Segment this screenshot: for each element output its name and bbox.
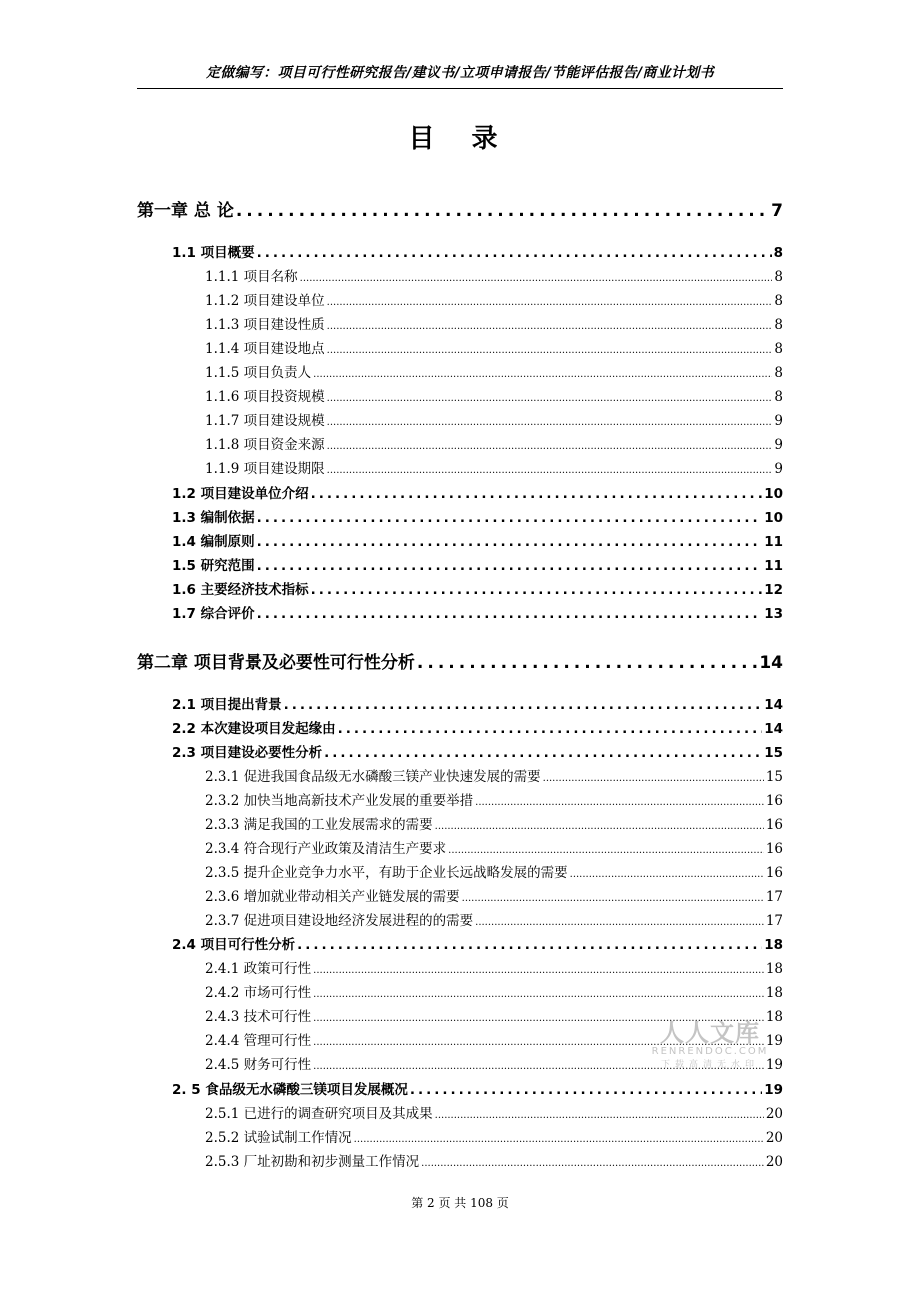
- toc-entry-section[interactable]: [172, 1078, 783, 1098]
- toc-entry-sub[interactable]: [205, 981, 783, 1001]
- toc-leader-dots: [462, 893, 764, 904]
- toc-entry-page: 8: [774, 293, 783, 309]
- toc-entry-page: 16: [765, 793, 783, 809]
- toc-entry-sub[interactable]: [205, 1150, 783, 1170]
- toc-entry-page: 19: [764, 1082, 783, 1098]
- toc-leader-dots: [257, 558, 763, 574]
- toc-entry-label: 1.1.6 项目投资规模: [205, 389, 325, 405]
- toc-entry-label: 2.1 项目提出背景: [172, 697, 282, 713]
- toc-entry-sub[interactable]: [205, 409, 783, 429]
- toc-leader-dots: [300, 273, 773, 284]
- toc-entry-label: 2.3.6 增加就业带动相关产业链发展的需要: [205, 889, 460, 905]
- toc-entry-sub[interactable]: [205, 957, 783, 977]
- toc-leader-dots: [236, 201, 769, 221]
- toc-leader-dots: [475, 797, 764, 808]
- watermark-logo: 人人文库: [660, 1019, 760, 1047]
- toc-entry-label: 1.1.4 项目建设地点: [205, 341, 325, 357]
- toc-leader-dots: [435, 821, 764, 832]
- toc-leader-dots: [417, 653, 757, 673]
- toc-entry-label: 2.4.5 财务可行性: [205, 1057, 312, 1073]
- toc-entry-sub[interactable]: [205, 289, 783, 309]
- toc-entry-sub[interactable]: [205, 909, 783, 929]
- toc-leader-dots: [475, 917, 764, 928]
- toc-entry-label: 1.1.7 项目建设规模: [205, 413, 325, 429]
- toc-entry-sub[interactable]: [205, 765, 783, 785]
- toc-entry-page: 15: [764, 745, 783, 761]
- toc-entry-sub[interactable]: [205, 837, 783, 857]
- toc-entry-page: 8: [774, 317, 783, 333]
- toc-entry-sub[interactable]: [205, 813, 783, 833]
- toc-entry-label: 1.5 研究范围: [172, 558, 255, 574]
- toc-leader-dots: [311, 582, 763, 598]
- toc-leader-dots: [311, 486, 763, 502]
- toc-leader-dots: [313, 369, 772, 380]
- toc-entry-sub[interactable]: [205, 265, 783, 285]
- toc-entry-label: 2.3 项目建设必要性分析: [172, 745, 323, 761]
- toc-entry-sub[interactable]: [205, 361, 783, 381]
- toc-leader-dots: [338, 721, 763, 737]
- toc-entry-section[interactable]: [172, 578, 783, 598]
- toc-entry-page: 10: [764, 486, 783, 502]
- toc-entry-label: 2.4.2 市场可行性: [205, 985, 312, 1001]
- toc-leader-dots: [327, 465, 773, 476]
- toc-entry-page: 16: [765, 841, 783, 857]
- toc-leader-dots: [327, 417, 773, 428]
- toc-entry-page: 9: [774, 461, 783, 477]
- toc-entry-label: 第二章 项目背景及必要性可行性分析: [137, 653, 415, 673]
- toc-entry-label: 2.5.3 厂址初勘和初步测量工作情况: [205, 1154, 420, 1170]
- toc-entry-page: 18: [765, 1009, 783, 1025]
- toc-entry-page: 18: [765, 961, 783, 977]
- toc-entry-label: 1.6 主要经济技术指标: [172, 582, 309, 598]
- toc-entry-page: 18: [764, 937, 783, 953]
- toc-entry-section[interactable]: [172, 241, 783, 261]
- toc-entry-section[interactable]: [172, 693, 783, 713]
- toc-entry-label: 1.1.5 项目负责人: [205, 365, 312, 381]
- toc-entry-label: 2.4.4 管理可行性: [205, 1033, 312, 1049]
- toc-leader-dots: [435, 1110, 764, 1121]
- toc-entry-label: 2.3.1 促进我国食品级无水磷酸三镁产业快速发展的需要: [205, 769, 541, 785]
- toc-entry-page: 19: [765, 1057, 783, 1073]
- toc-entry-sub[interactable]: [205, 433, 783, 453]
- watermark-url: RENRENDOC.COM: [651, 1046, 769, 1057]
- toc-entry-section[interactable]: [172, 482, 783, 502]
- toc-entry-page: 16: [765, 817, 783, 833]
- toc-entry-label: 1.1.2 项目建设单位: [205, 293, 325, 309]
- toc-entry-page: 19: [765, 1033, 783, 1049]
- toc-entry-sub[interactable]: [205, 385, 783, 405]
- toc-leader-dots: [257, 534, 763, 550]
- toc-entry-section[interactable]: [172, 933, 783, 953]
- toc-entry-label: 1.1.8 项目资金来源: [205, 437, 325, 453]
- toc-entry-page: 20: [765, 1130, 783, 1146]
- toc-entry-page: 9: [774, 413, 783, 429]
- toc-entry-sub[interactable]: [205, 337, 783, 357]
- toc-leader-dots: [327, 441, 773, 452]
- toc-entry-page: 17: [765, 913, 783, 929]
- toc-entry-page: 8: [774, 365, 783, 381]
- toc-entry-label: 1.1.9 项目建设期限: [205, 461, 325, 477]
- toc-entry-section[interactable]: [172, 602, 783, 622]
- toc-entry-page: 8: [774, 269, 783, 285]
- toc-entry-page: 18: [765, 985, 783, 1001]
- toc-leader-dots: [324, 745, 762, 761]
- toc-entry-section[interactable]: [172, 506, 783, 526]
- toc-entry-page: 14: [759, 653, 783, 673]
- toc-leader-dots: [327, 321, 773, 332]
- toc-entry-page: 10: [764, 510, 783, 526]
- toc-leader-dots: [327, 297, 773, 308]
- toc-entry-page: 8: [774, 389, 783, 405]
- toc-entry-section[interactable]: [172, 530, 783, 550]
- toc-leader-dots: [313, 965, 764, 976]
- toc-leader-dots: [570, 869, 764, 880]
- toc-entry-label: 1.3 编制依据: [172, 510, 255, 526]
- toc-entry-page: 9: [774, 437, 783, 453]
- toc-leader-dots: [410, 1082, 762, 1098]
- page-footer: 第 2 页 共 108 页: [411, 1196, 509, 1210]
- toc-leader-dots: [543, 773, 764, 784]
- toc-entry-sub[interactable]: [205, 1126, 783, 1146]
- toc-entry-page: 13: [764, 606, 783, 622]
- toc-leader-dots: [257, 606, 763, 622]
- toc-entry-page: 14: [764, 697, 783, 713]
- toc-entry-label: 2.3.2 加快当地高新技术产业发展的重要举措: [205, 793, 474, 809]
- toc-leader-dots: [297, 937, 762, 953]
- toc-leader-dots: [327, 345, 773, 356]
- toc-entry-sub[interactable]: [205, 861, 783, 881]
- toc-entry-label: 1.7 综合评价: [172, 606, 255, 622]
- toc-entry-label: 2.2 本次建设项目发起缘由: [172, 721, 336, 737]
- toc-leader-dots: [284, 697, 763, 713]
- toc-entry-label: 2.5.1 已进行的调查研究项目及其成果: [205, 1106, 433, 1122]
- toc-entry-page: 15: [765, 769, 783, 785]
- toc-entry-section[interactable]: [172, 717, 783, 737]
- toc-entry-label: 2.5.2 试验试制工作情况: [205, 1130, 352, 1146]
- toc-entry-chapter[interactable]: [137, 196, 783, 221]
- toc-entry-page: 8: [774, 341, 783, 357]
- toc-entry-label: 1.2 项目建设单位介绍: [172, 486, 309, 502]
- toc-entry-label: 2.3.7 促进项目建设地经济发展进程的的需要: [205, 913, 474, 929]
- toc-entry-sub[interactable]: [205, 313, 783, 333]
- toc-leader-dots: [354, 1134, 764, 1145]
- toc-entry-page: 20: [765, 1106, 783, 1122]
- toc-entry-page: 20: [765, 1154, 783, 1170]
- toc-entry-section[interactable]: [172, 741, 783, 761]
- toc-leader-dots: [421, 1158, 764, 1169]
- toc-entry-page: 17: [765, 889, 783, 905]
- toc-entry-sub[interactable]: [205, 457, 783, 477]
- toc-leader-dots: [448, 845, 764, 856]
- toc-entry-label: 1.1.3 项目建设性质: [205, 317, 325, 333]
- toc-leader-dots: [313, 989, 764, 1000]
- toc-entry-label: 2.3.4 符合现行产业政策及清洁生产要求: [205, 841, 447, 857]
- toc-entry-label: 2.3.3 满足我国的工业发展需求的需要: [205, 817, 433, 833]
- toc-entry-label: 2.3.5 提升企业竞争力水平，有助于企业长远战略发展的需要: [205, 865, 568, 881]
- toc-entry-label: 2.4.1 政策可行性: [205, 961, 312, 977]
- toc-entry-sub[interactable]: [205, 789, 783, 809]
- toc-leader-dots: [257, 245, 772, 261]
- toc-entry-chapter[interactable]: [137, 648, 783, 673]
- toc-entry-section[interactable]: [172, 554, 783, 574]
- watermark: [645, 1013, 775, 1070]
- toc-entry-page: 7: [771, 201, 783, 221]
- toc-entry-label: 1.1.1 项目名称: [205, 269, 298, 285]
- toc-entry-sub[interactable]: [205, 885, 783, 905]
- page-header: 定做编写：项目可行性研究报告/建议书/立项申请报告/节能评估报告/商业计划书: [206, 65, 714, 81]
- toc-entry-page: 8: [773, 245, 783, 261]
- toc-leader-dots: [257, 510, 763, 526]
- toc-leader-dots: [327, 393, 773, 404]
- toc-entry-label: 2. 5 食品级无水磷酸三镁项目发展概况: [172, 1082, 408, 1098]
- toc-entry-sub[interactable]: [205, 1102, 783, 1122]
- toc-entry-label: 2.4.3 技术可行性: [205, 1009, 312, 1025]
- toc-entry-page: 14: [764, 721, 783, 737]
- toc-entry-label: 第一章 总 论: [137, 201, 234, 221]
- watermark-tagline: 下载高清无水印: [660, 1060, 759, 1070]
- toc-entry-page: 11: [764, 534, 783, 550]
- toc-title: 目 录: [408, 124, 512, 154]
- toc-entry-label: 1.1 项目概要: [172, 245, 255, 261]
- toc-entry-label: 2.4 项目可行性分析: [172, 937, 296, 953]
- toc-entry-label: 1.4 编制原则: [172, 534, 255, 550]
- toc-entry-page: 12: [764, 582, 783, 598]
- header-divider: [137, 88, 783, 89]
- toc-entry-page: 16: [765, 865, 783, 881]
- toc-entry-page: 11: [764, 558, 783, 574]
